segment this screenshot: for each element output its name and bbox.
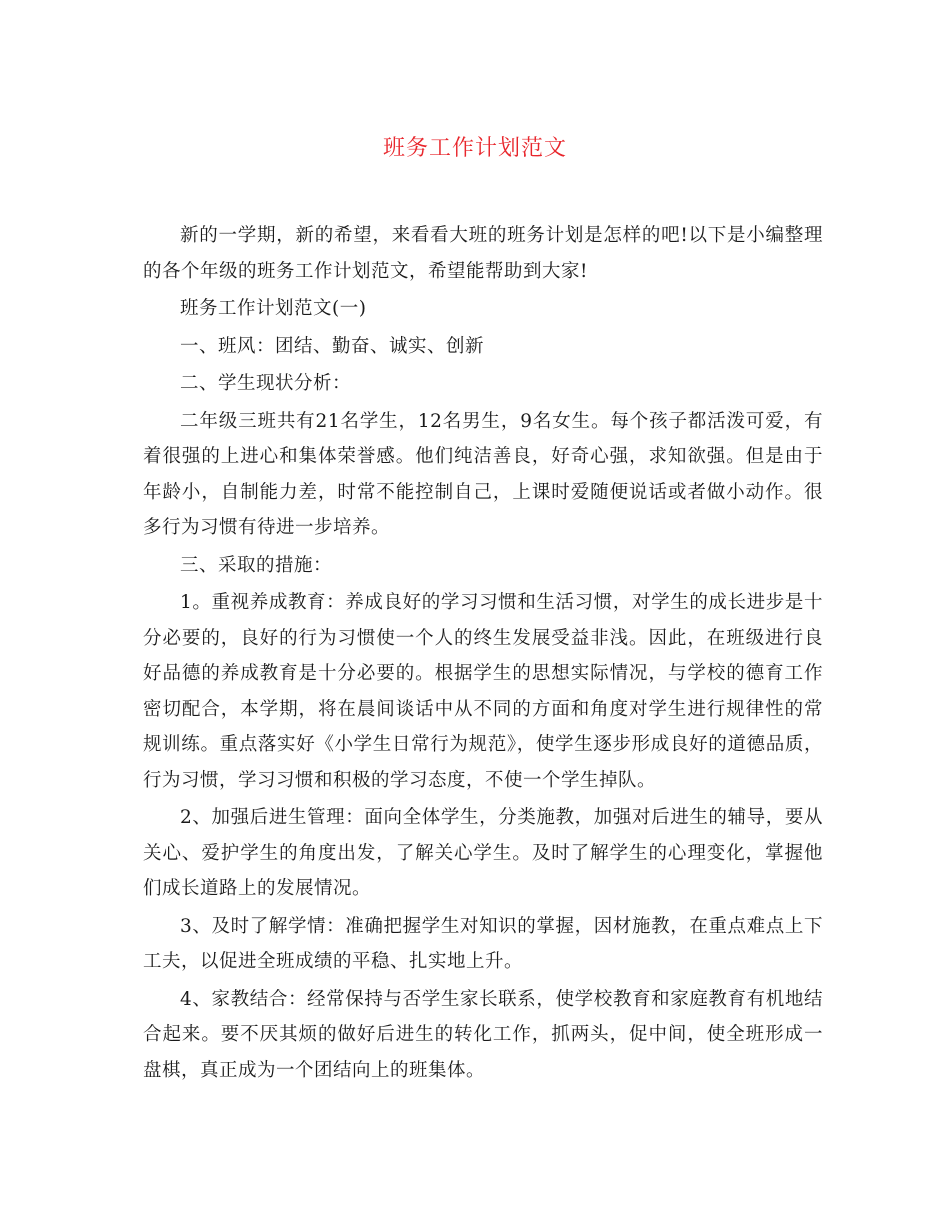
document-title: 班务工作计划范文 (382, 136, 567, 161)
paragraph-measure-3: 3、及时了解学情：准确把握学生对知识的掌握，因材施教，在重点难点上下工夫，以促进全班成绩的平稳、扎实地上升。 (143, 915, 823, 972)
paragraph-measure-1: 1。重视养成教育：养成良好的学习习惯和生活习惯，对学生的成长进步是十分必要的，良好的行为习惯使一个人的终生发展受益非浅。因此，在班级进行良好品德的养成教育是十分必要的。根据学生的思想实际情况，与学校的德育工作密切配合，本学期，将在晨间谈话中从不同的方面和角度对学生进行规律性的常规训练。重点落实好《小学生日常行为规范》，使学生逐步形成良好的道德品质，行为习惯，学习习惯和积极的学习态度，不使一个学生掉队。 (143, 592, 823, 791)
document-body (143, 218, 823, 1090)
paragraph-measure-4: 4、家教结合：经常保持与否学生家长联系，使学校教育和家庭教育有机地结合起来。要不厌其烦的做好后进生的转化工作，抓两头，促中间，使全班形成一盘棋，真正成为一个团结向上的班集体。 (143, 988, 823, 1081)
item-student-analysis-heading: 二、学生现状分析： (180, 373, 352, 394)
paragraph-measure-2: 2、加强后进生管理：面向全体学生，分类施教，加强对后进生的辅导，要从关心、爱护学生的角度出发，了解关心学生。及时了解学生的心理变化，掌握他们成长道路上的发展情况。 (143, 807, 823, 899)
section-heading: 班务工作计划范文(一) (180, 298, 367, 319)
item-class-spirit: 一、班风：团结、勤奋、诚实、创新 (180, 335, 485, 357)
paragraph-intro: 新的一学期，新的希望，来看看大班的班务计划是怎样的吧!以下是小编整理的各个年级的班务工作计划范文，希望能帮助到大家! (143, 225, 823, 282)
item-measures-heading: 三、采取的措施： (180, 554, 333, 576)
paragraph-student-analysis: 二年级三班共有21名学生，12名男生，9名女生。每个孩子都活泼可爱，有着很强的上进心和集体荣誉感。他们纯洁善良，好奇心强，求知欲强。但是由于年龄小，自制能力差，时常不能控制自己，上课时爱随便说话或者做小动作。很多行为习惯有待进一步培养。 (143, 410, 823, 538)
